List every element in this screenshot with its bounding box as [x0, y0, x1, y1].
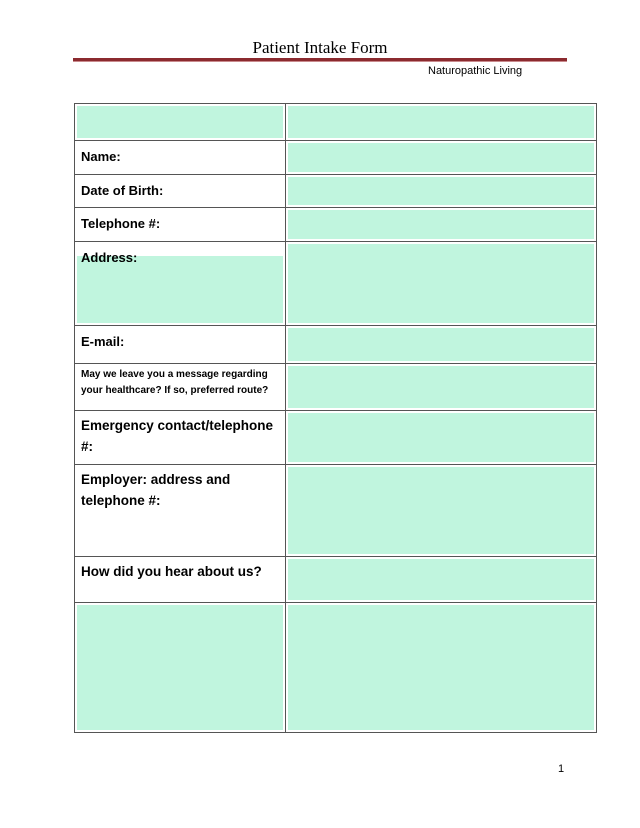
- document-title: Patient Intake Form: [252, 38, 388, 57]
- header-divider: [73, 58, 567, 62]
- address-label: Address:: [81, 250, 138, 265]
- dob-field-cell[interactable]: [286, 175, 596, 207]
- header-left-cell[interactable]: [75, 104, 286, 140]
- form-row-message-permission: [75, 364, 596, 411]
- notes-right-cell[interactable]: [286, 603, 596, 732]
- form-row-dob: [75, 175, 596, 208]
- message-field-cell[interactable]: [286, 364, 596, 410]
- email-field[interactable]: [288, 328, 594, 361]
- email-field-cell[interactable]: [286, 326, 596, 363]
- referral-label: How did you hear about us?: [81, 564, 262, 579]
- header-left-field[interactable]: [77, 106, 283, 138]
- message-permission-label: May we leave you a message regarding your healthcare? If so, preferred route?: [81, 369, 269, 396]
- email-label-cell: [75, 326, 286, 363]
- document-subtitle: Naturopathic Living: [428, 65, 523, 77]
- header-right-cell[interactable]: [286, 104, 596, 140]
- emergency-field-cell[interactable]: [286, 411, 596, 464]
- name-label-cell: [75, 141, 286, 174]
- notes-left-cell[interactable]: [75, 603, 286, 732]
- form-row-referral: [75, 557, 596, 603]
- notes-right-field[interactable]: [288, 605, 594, 730]
- emergency-contact-label: Emergency contact/telephone #:: [81, 418, 274, 454]
- address-field-cell[interactable]: [286, 242, 596, 325]
- form-row-emergency-contact: [75, 411, 596, 465]
- form-row-name: [75, 141, 596, 175]
- employer-field-cell[interactable]: [286, 465, 596, 556]
- form-row-email: [75, 326, 596, 364]
- form-row-telephone: [75, 208, 596, 242]
- telephone-field[interactable]: [288, 210, 594, 239]
- dob-label: Date of Birth:: [81, 183, 164, 198]
- header-right-field[interactable]: [288, 106, 594, 138]
- email-label: E-mail:: [81, 334, 125, 349]
- dob-label-cell: [75, 175, 286, 207]
- name-field-cell[interactable]: [286, 141, 596, 174]
- message-label-cell: [75, 364, 286, 410]
- form-row-notes: [75, 603, 596, 732]
- telephone-label-cell: [75, 208, 286, 241]
- form-row-employer: [75, 465, 596, 557]
- telephone-label: Telephone #:: [81, 216, 161, 231]
- employer-field[interactable]: [288, 467, 594, 554]
- name-field[interactable]: [288, 143, 594, 172]
- address-field[interactable]: [288, 244, 594, 323]
- dob-field[interactable]: [288, 177, 594, 205]
- form-row-address: [75, 242, 596, 326]
- intake-form-table: [74, 103, 597, 733]
- telephone-field-cell[interactable]: [286, 208, 596, 241]
- emergency-label-cell: [75, 411, 286, 464]
- emergency-contact-field[interactable]: [288, 413, 594, 462]
- referral-label-cell: [75, 557, 286, 602]
- name-label: Name:: [81, 149, 121, 164]
- address-label-cell[interactable]: [75, 242, 286, 325]
- page-number: 1: [558, 763, 565, 775]
- employer-label-cell: [75, 465, 286, 556]
- message-permission-field[interactable]: [288, 366, 594, 408]
- notes-left-field[interactable]: [77, 605, 283, 730]
- referral-field-cell[interactable]: [286, 557, 596, 602]
- referral-field[interactable]: [288, 559, 594, 600]
- form-row-header: [75, 104, 596, 141]
- employer-label: Employer: address and telephone #:: [81, 472, 231, 508]
